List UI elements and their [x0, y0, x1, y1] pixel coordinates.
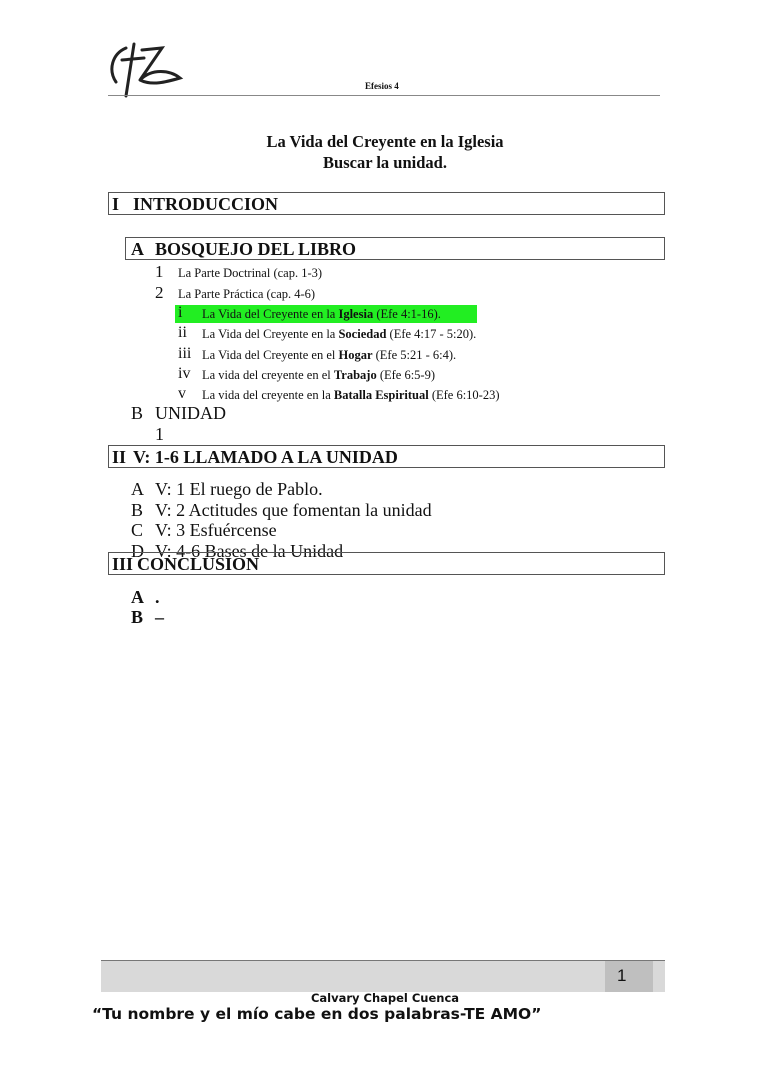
item-letter: B	[131, 500, 144, 520]
logo-icon	[104, 40, 184, 98]
list-item: .	[155, 587, 160, 607]
emphasis: Sociedad	[338, 327, 387, 342]
emphasis: Batalla Espiritual	[333, 388, 429, 403]
section-label: INTRODUCCION	[133, 194, 279, 214]
list-item: V: 4-6 Bases de la Unidad	[155, 541, 344, 561]
list-item	[202, 387, 500, 403]
page-number-box	[605, 961, 653, 992]
list-item: La Parte Práctica (cap. 4-6)	[178, 287, 316, 301]
list-item	[202, 326, 476, 342]
subsection-label: BOSQUEJO DEL LIBRO	[155, 239, 357, 259]
header-divider	[108, 95, 660, 96]
item-letter: B	[131, 607, 144, 627]
roman-numeral: v	[178, 385, 186, 403]
list-item	[202, 367, 435, 383]
list-item: V: 2 Actitudes que fomentan la unidad	[155, 500, 432, 520]
footer-church: Calvary Chapel Cuenca	[310, 991, 460, 1005]
item-letter: A	[131, 479, 144, 499]
item-letter: C	[131, 520, 144, 540]
list-item: –	[155, 607, 164, 627]
subsection-letter: A	[131, 239, 144, 259]
text: (Efe 4:17 - 5:20).	[386, 327, 477, 342]
text: (Efe 5:21 - 6:4).	[372, 347, 457, 362]
page-number: 1	[617, 966, 627, 985]
section-number: I	[112, 194, 120, 214]
item-letter: A	[131, 587, 144, 607]
text: La Vida del Creyente en el	[202, 347, 339, 362]
page-title: La Vida del Creyente en la Iglesia	[266, 132, 504, 151]
emphasis: Iglesia	[338, 307, 374, 321]
item-letter: D	[131, 541, 144, 561]
item-number: 1	[155, 424, 164, 444]
text: La Vida del Creyente en la	[202, 307, 339, 321]
text: La vida del creyente en el	[202, 367, 334, 382]
section-heading-i	[108, 192, 665, 215]
section-number: III	[112, 554, 134, 574]
page-subtitle: Buscar la unidad.	[323, 153, 447, 172]
text: La vida del creyente en la	[202, 388, 334, 403]
section-label: CONCLUSION	[137, 554, 260, 574]
section-label: V: 1-6 LLAMADO A LA UNIDAD	[133, 447, 398, 467]
subsection-heading-a	[125, 237, 665, 260]
section-heading-iii	[108, 552, 665, 575]
list-item	[202, 306, 441, 322]
section-number: II	[112, 447, 127, 467]
item-number: 1	[155, 262, 164, 281]
emphasis: Trabajo	[333, 367, 377, 382]
header-title: Efesios 4	[365, 81, 399, 91]
roman-numeral: iv	[178, 364, 191, 382]
text: (Efe 4:1-16).	[373, 307, 441, 321]
roman-numeral: ii	[178, 324, 187, 342]
text: La Vida del Creyente en la	[202, 327, 339, 342]
item-number: 2	[155, 283, 164, 302]
subsection-label: UNIDAD	[155, 403, 226, 423]
list-item: V: 1 El ruego de Pablo.	[155, 479, 323, 499]
roman-numeral: i	[178, 304, 183, 321]
list-item: V: 3 Esfuércense	[155, 520, 277, 540]
roman-numeral: iii	[178, 344, 192, 362]
footer-quote: “Tu nombre y el mío cabe en dos palabras-TE AMO”	[92, 1005, 542, 1023]
footer-bar	[101, 960, 665, 992]
list-item: La Parte Doctrinal (cap. 1-3)	[178, 266, 323, 280]
text: (Efe 6:5-9)	[376, 367, 436, 382]
text: (Efe 6:10-23)	[428, 388, 500, 403]
subsection-letter: B	[131, 403, 144, 423]
list-item	[202, 347, 456, 363]
emphasis: Hogar	[338, 347, 373, 362]
section-heading-ii	[108, 445, 665, 468]
